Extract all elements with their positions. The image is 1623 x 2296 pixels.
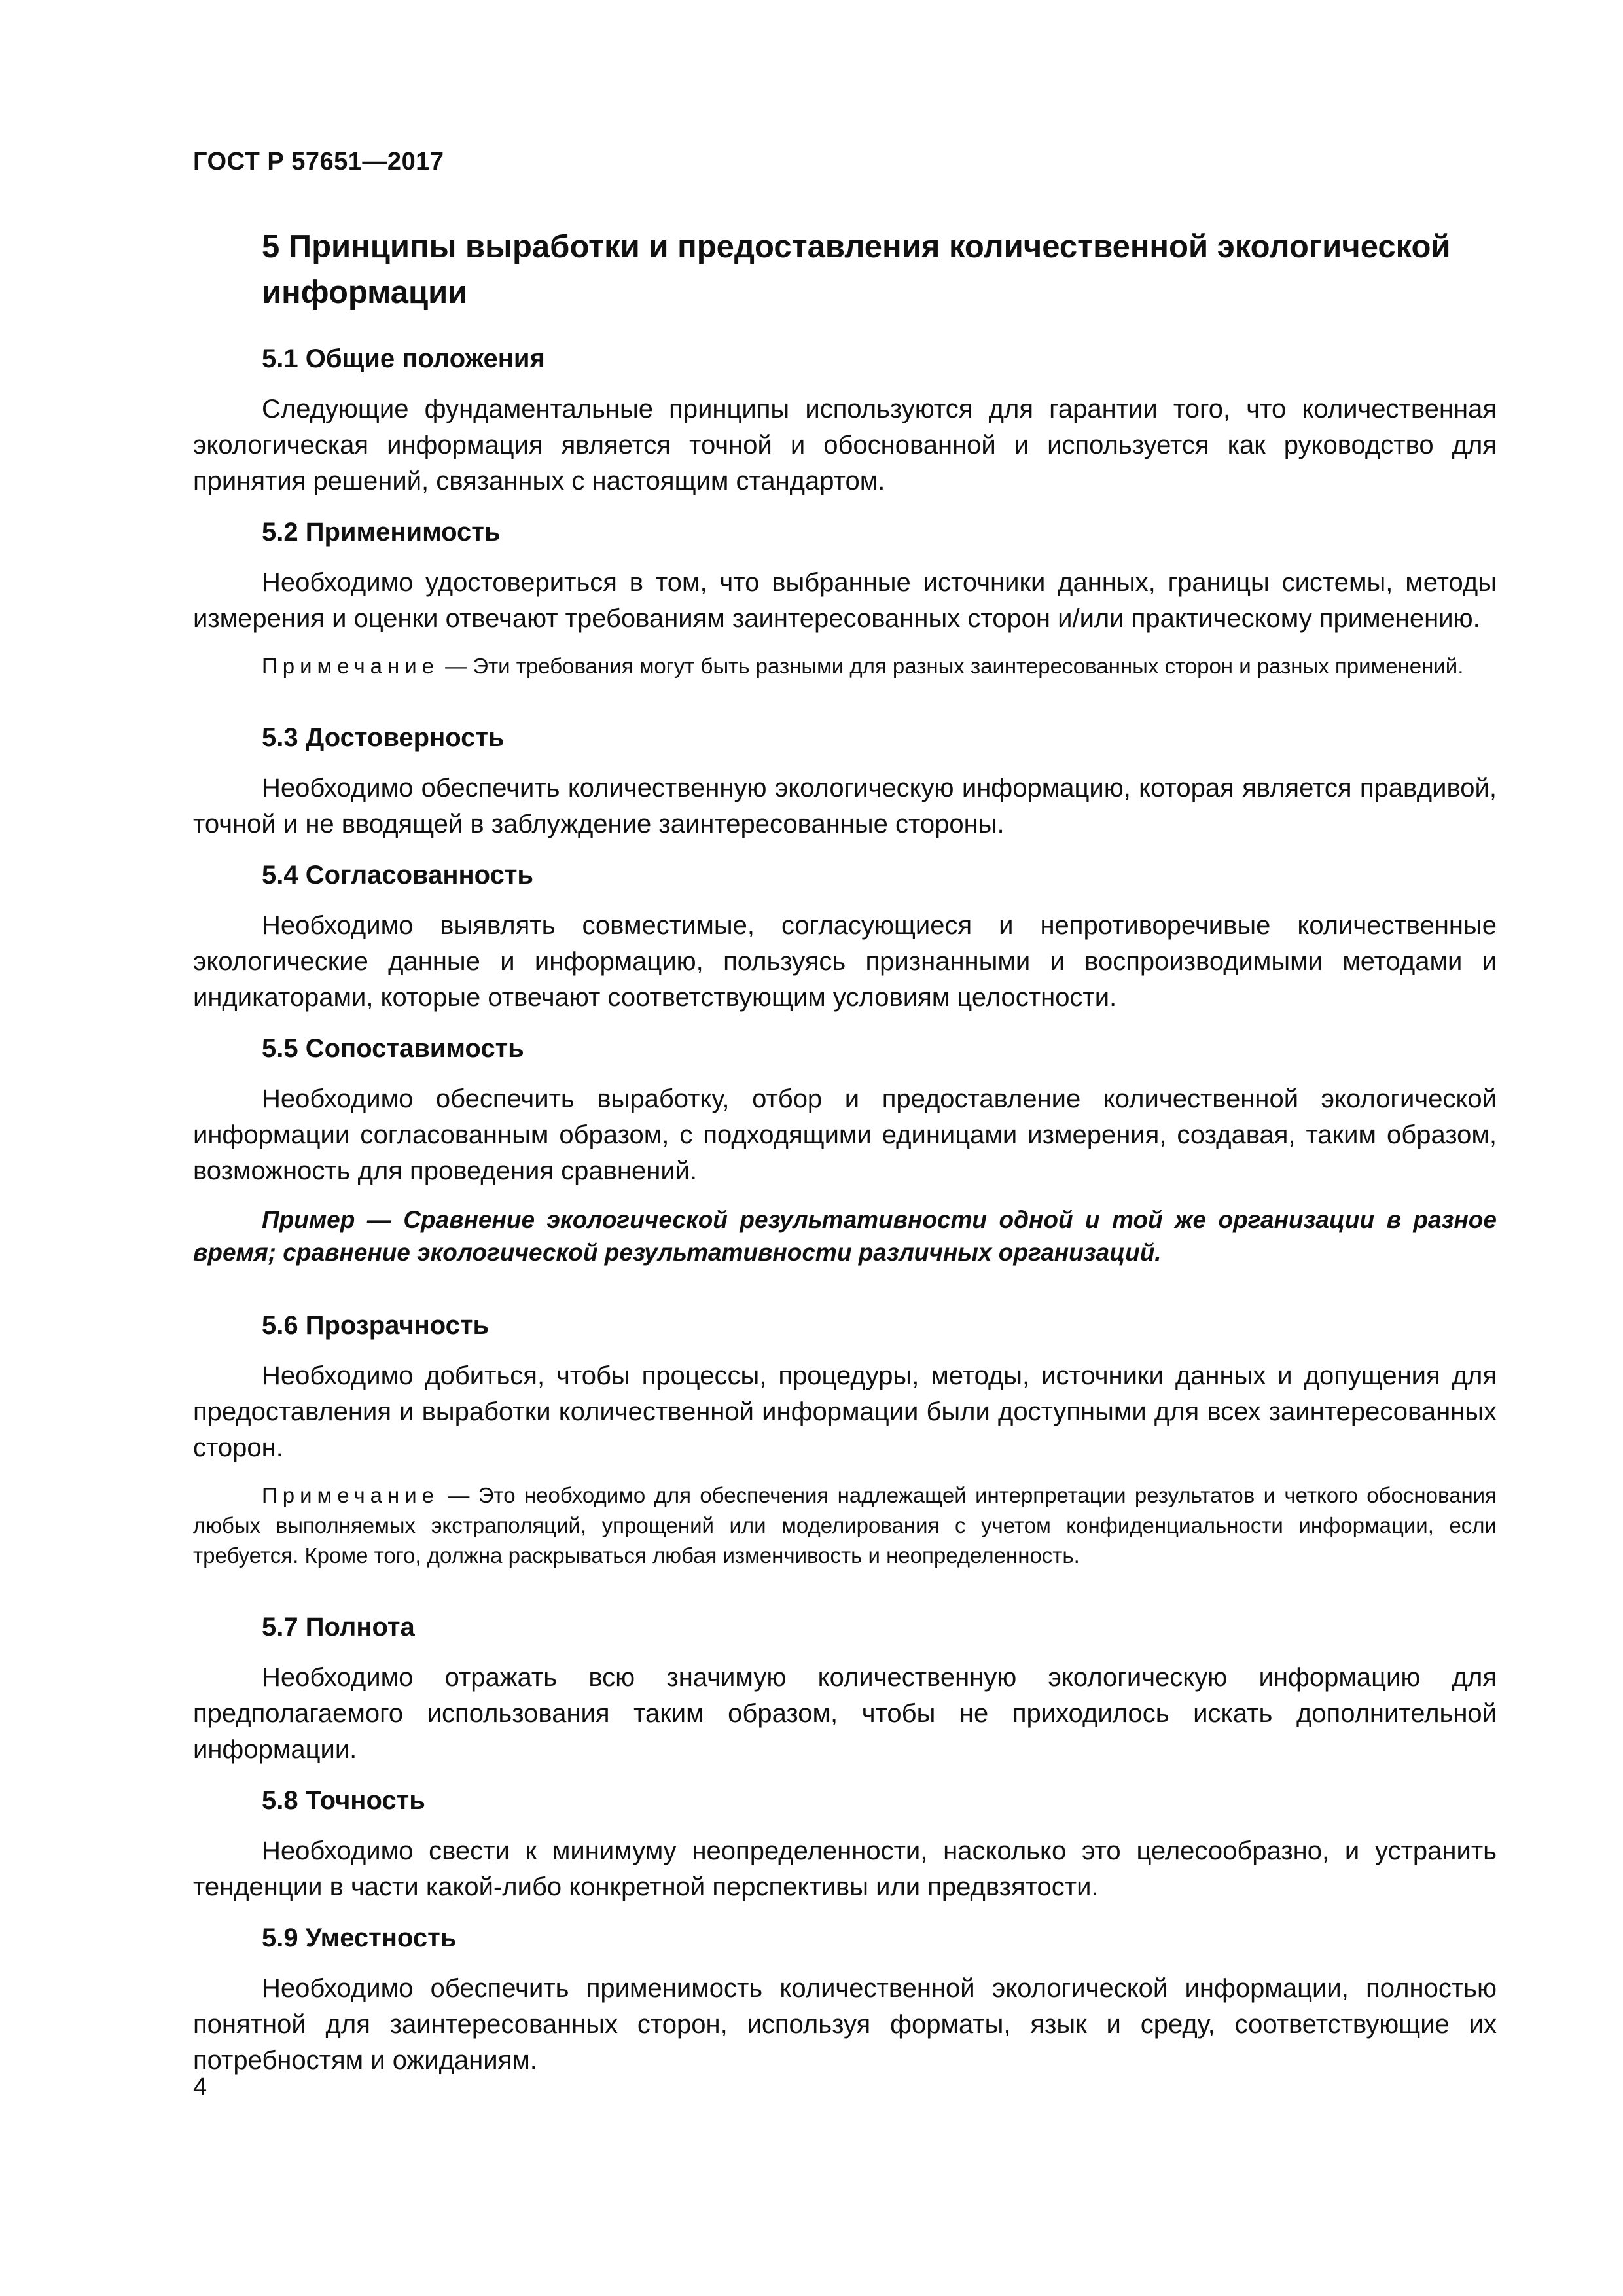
subsection-text: Необходимо свести к минимуму неопределенности, насколько это целесообразно, и устранить тенденции в части какой-либо конкретной перспективы или предвзятости.	[193, 1837, 1497, 1901]
subsection-text: Необходимо обеспечить выработку, отбор и предоставление количественной экологической информации согласованным образом, с подходящими единицами измерения, создавая, таким образом, возможность для проведения сравнений.	[193, 1085, 1497, 1185]
example: Пример — Сравнение экологической результативности одной и той же организации в разное время; сравнение экологической результативности различных организаций.	[193, 1206, 1497, 1266]
subsection-title: 5.5 Сопоставимость	[262, 1034, 524, 1063]
section-content	[193, 340, 1497, 2093]
subsection-title: 5.2 Применимость	[262, 518, 501, 547]
subsection-text: Необходимо отражать всю значимую количественную экологическую информацию для предполагаемого использования таким образом, чтобы не приходилось искать дополнительной информации.	[193, 1663, 1497, 1764]
note-text: — Эти требования могут быть разными для разных заинтересованных сторон и разных применений.	[439, 654, 1464, 678]
subsection-text: Необходимо обеспечить применимость количественной экологической информации, полностью понятной для заинтересованных сторон, используя форматы, язык и среду, соответствующие их потребностям и ожиданиям.	[193, 1974, 1497, 2075]
section-title: 5 Принципы выработки и предоставления количественной экологической информации	[262, 229, 1451, 310]
subsection-text: Необходимо удостовериться в том, что выбранные источники данных, границы системы, методы измерения и оценки отвечают требованиям заинтересованных сторон и/или практическому применению.	[193, 568, 1497, 633]
subsection-title: 5.1 Общие положения	[262, 344, 545, 373]
subsection-title: 5.9 Уместность	[262, 1924, 457, 1952]
subsection-title: 5.3 Достоверность	[262, 723, 505, 752]
subsection-text: Следующие фундаментальные принципы используются для гарантии того, что количественная экологическая информация является точной и обоснованной и используется как руководство для принятия решений, связанных с настоящим стандартом.	[193, 395, 1497, 495]
subsection-text: Необходимо обеспечить количественную экологическую информацию, которая является правдивой, точной и не вводящей в заблуждение заинтересованные стороны.	[193, 774, 1497, 838]
subsection-text: Необходимо выявлять совместимые, согласующиеся и непротиворечивые количественные экологические данные и информацию, пользуясь признанными и воспроизводимыми методами и индикаторами, которые отвечают соответствующим условиям целостности.	[193, 911, 1497, 1012]
note	[193, 651, 1497, 681]
subsection-title: 5.6 Прозрачность	[262, 1311, 490, 1340]
page-number: 4	[193, 2073, 207, 2101]
standard-code-header: ГОСТ Р 57651—2017	[193, 148, 444, 175]
subsection-title: 5.7 Полнота	[262, 1613, 415, 1641]
subsection-title: 5.4 Согласованность	[262, 861, 533, 889]
subsection-text: Необходимо добиться, чтобы процессы, процедуры, методы, источники данных и допущения для предоставления и выработки количественной информации были доступными для всех заинтересованных сторон.	[193, 1361, 1497, 1462]
note	[193, 1480, 1497, 1571]
note-label: Примечание	[262, 1483, 440, 1507]
note-label: Примечание	[262, 654, 440, 678]
subsection-title: 5.8 Точность	[262, 1786, 425, 1815]
note-text: — Это необходимо для обеспечения надлежащей интерпретации результатов и четкого обоснования любых выполняемых экстраполяций, упрощений или моделирования с учетом конфиденциальности информации, если требуется. Кроме того, должна раскрываться любая изменчивость и неопределенность.	[193, 1483, 1497, 1568]
